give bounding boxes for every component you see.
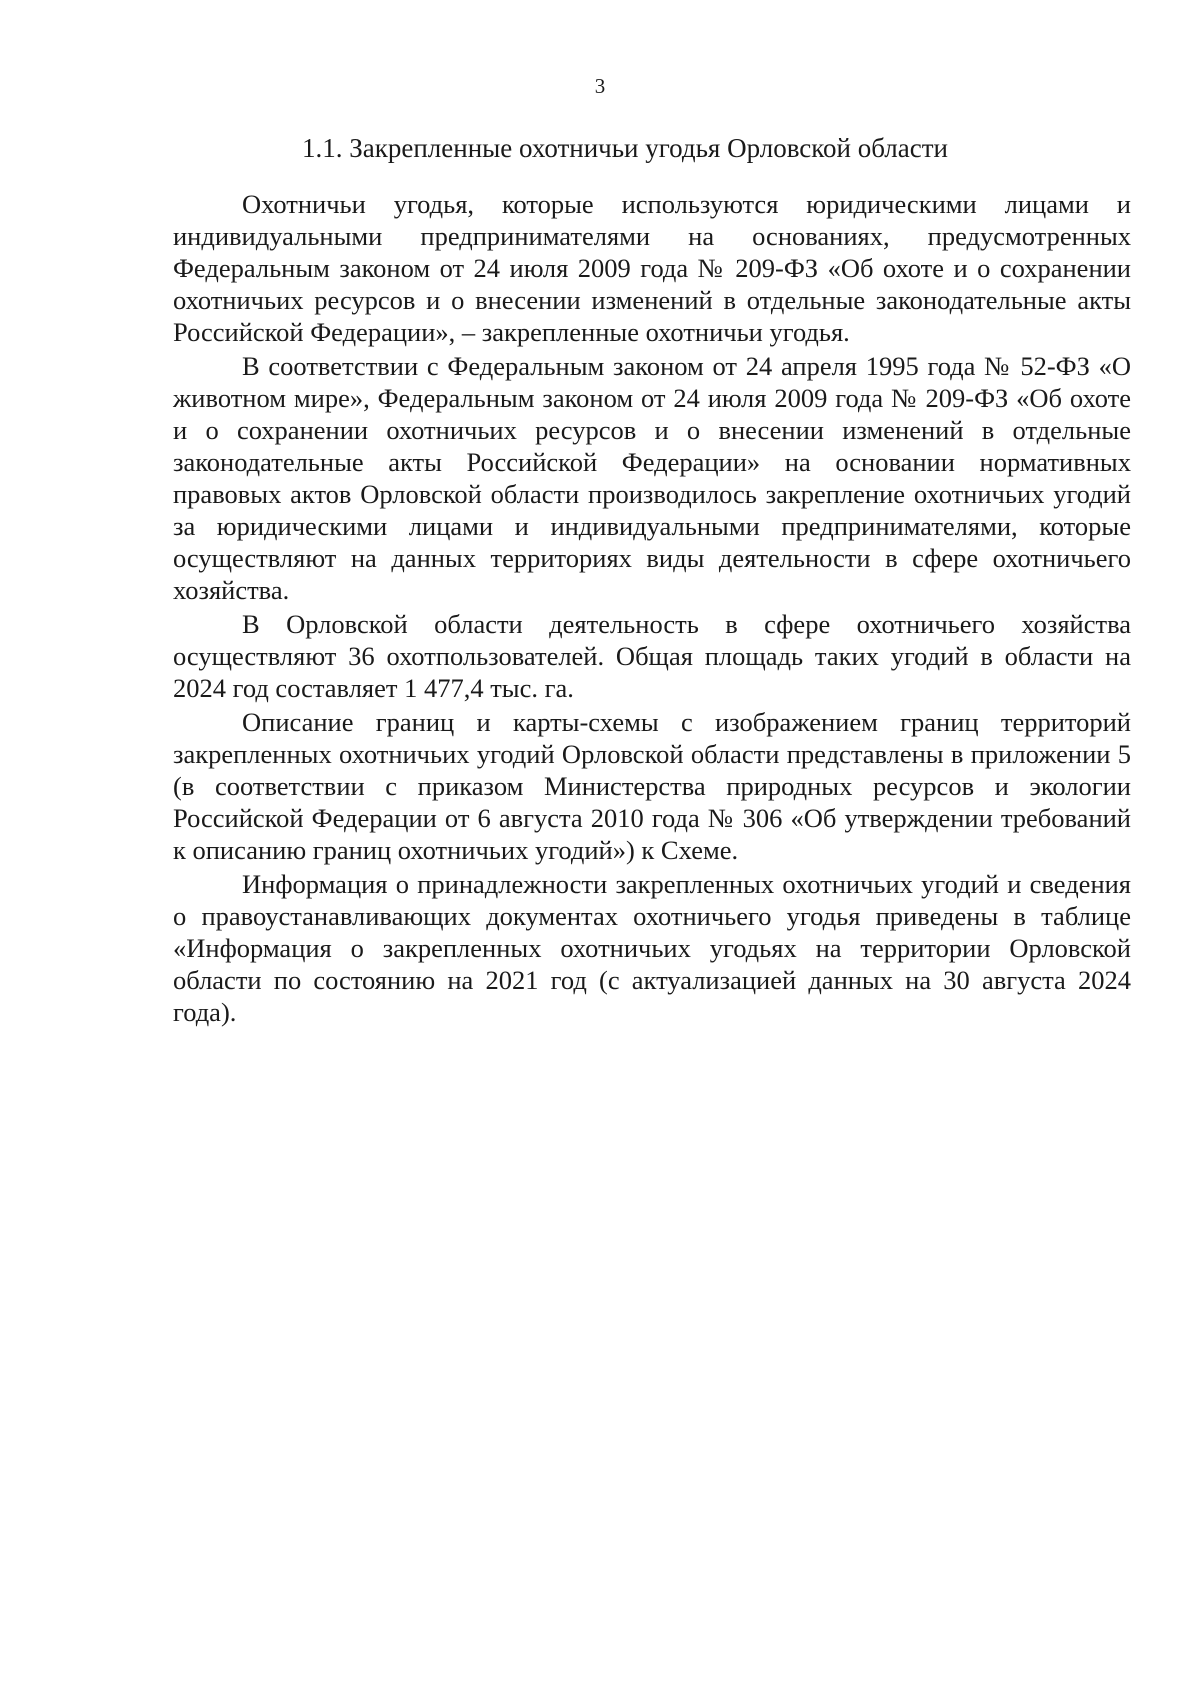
paragraph-hunting-users-area: В Орловской области деятельность в сфере охотничьего хозяйства осуществляют 36 охотпользователей. Общая площадь таких угодий в области на 2024 год составляет 1 477,4 тыс. га. xyxy=(173,609,1131,703)
page-number: 3 xyxy=(594,74,606,98)
section-heading: 1.1. Закрепленные охотничьи угодья Орловской области xyxy=(301,133,948,163)
paragraph-ownership-information: Информация о принадлежности закрепленных охотничьих угодий и сведения о правоустанавливающих документах охотничьего угодья приведены в таблице «Информация о закрепленных охотничьих угодьях на территории Орловской области по состоянию на 2021 год (с актуализацией данных на 30 августа 2024 года). xyxy=(173,869,1131,1027)
paragraph-boundaries-description: Описание границ и карты-схемы с изображением границ территорий закрепленных охотничьих угодий Орловской области представлены в приложении 5 (в соответствии с приказом Министерства природных ресурсов и экологии Российской Федерации от 6 августа 2010 года № 306 «Об утверждении требований к описанию границ охотничьих угодий») к Схеме. xyxy=(173,707,1131,865)
paragraph-legal-basis: В соответствии с Федеральным законом от 24 апреля 1995 года № 52-ФЗ «О животном мире», Федеральным законом от 24 июля 2009 года № 209-ФЗ «Об охоте и о сохранении охотничьих ресурсов и о внесении изменений в отдельные законодательные акты Российской Федерации» на основании нормативных правовых актов Орловской области производилось закрепление охотничьих угодий за юридическими лицами и индивидуальными предпринимателями, которые осуществляют на данных территориях виды деятельности в сфере охотничьего хозяйства. xyxy=(173,351,1131,605)
body-text xyxy=(173,188,1131,1030)
paragraph-hunting-grounds-definition: Охотничьи угодья, которые используются юридическими лицами и индивидуальными предпринимателями на основаниях, предусмотренных Федеральным законом от 24 июля 2009 года № 209-ФЗ «Об охоте и о сохранении охотничьих ресурсов и о внесении изменений в отдельные законодательные акты Российской Федерации», – закрепленные охотничьи угодья. xyxy=(173,189,1131,347)
